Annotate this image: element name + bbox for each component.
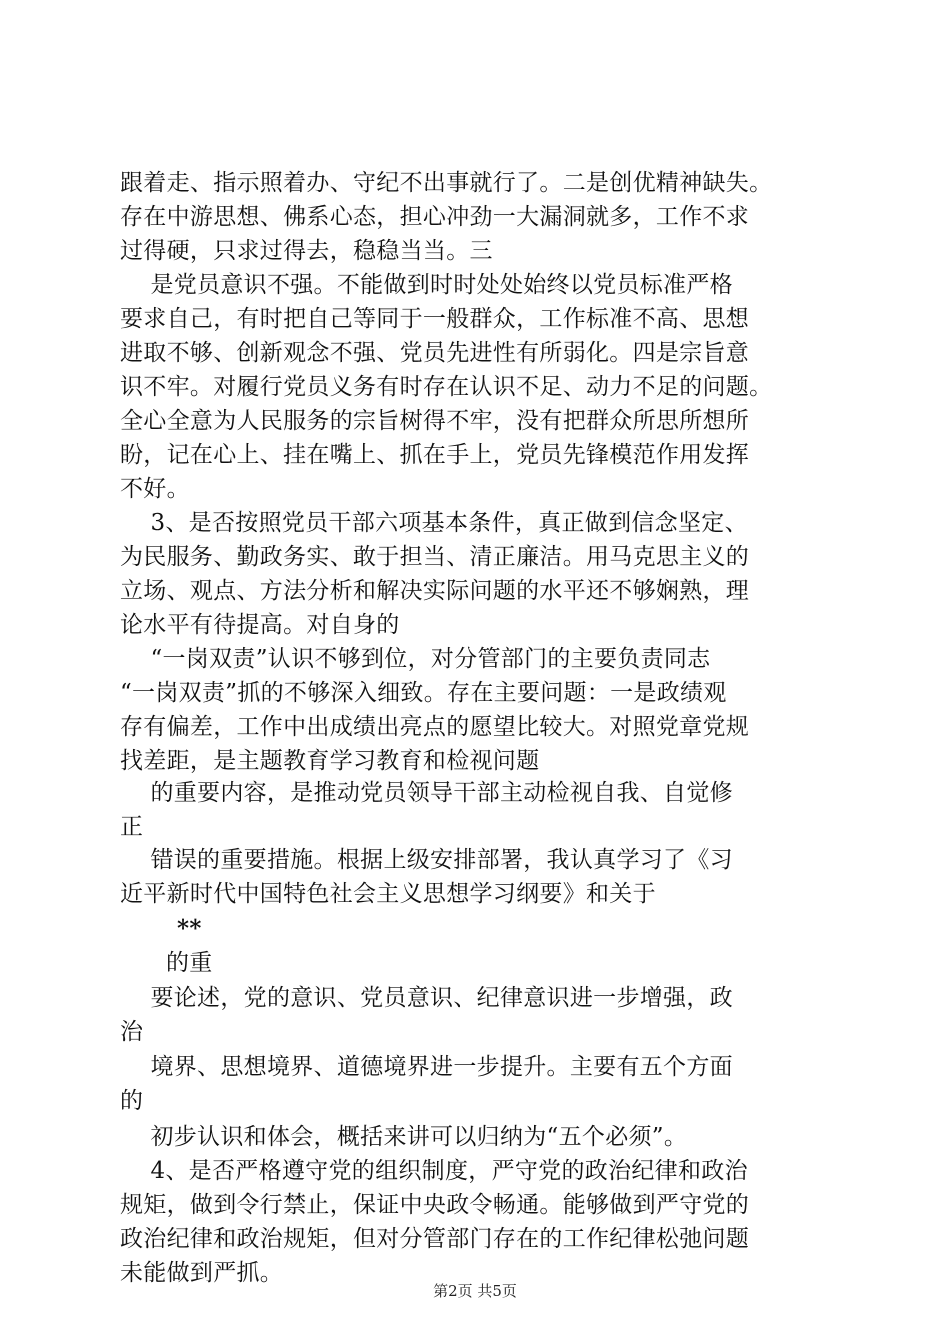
page-number-footer: 第2页 共5页: [433, 1282, 517, 1300]
paragraph-12: 4、是否严格遵守党的组织制度，严守党的政治纪律和政治 规矩，做到令行禁止，保证中央政令畅通。能够做到严守党的 政治纪律和政治规矩，但对分管部门存在的工作纪律松弛问题 未能做到严抓。: [120, 1158, 750, 1286]
paragraph-7-asterisks: **: [177, 915, 202, 942]
paragraph-6: 错误的重要措施。根据上级安排部署，我认真学习了《习 近平新时代中国特色社会主义思想学习纲要》和关于: [120, 847, 733, 907]
paragraph-2: 是党员意识不强。不能做到时时处处始终以党员标准严格 要求自己，有时把自己等同于一般群众，工作标准不高、思想 进取不够、创新观念不强、党员先进性有所弱化。四是宗旨意 识不牢。对履行党员义务有时存在认识不足、动力不足的问题。 全心全意为人民服务的宗旨树得不牢，没有把群众所思所想所 盼，记在心上、挂在嘴上、抓在手上，党员先锋模范作用发挥 不好。: [120, 272, 773, 502]
paragraph-9: 要论述，党的意识、党员意识、纪律意识进一步增强，政 治: [120, 985, 733, 1045]
paragraph-10: 境界、思想境界、道德境界进一步提升。主要有五个方面 的: [120, 1054, 733, 1114]
paragraph-1: 跟着走、指示照着办、守纪不出事就行了。二是创优精神缺失。 存在中游思想、佛系心态，担心冲劲一大漏洞就多，工作不求 过得硬，只求过得去，稳稳当当。三: [120, 170, 773, 264]
paragraph-4: “一岗双责”认识不够到位，对分管部门的主要负责同志 “一岗双责”抓的不够深入细致。存在主要问题：一是政绩观 存有偏差，工作中出成绩出亮点的愿望比较大。对照党章党规 找差距，是主题教育学习教育和检视问题: [120, 646, 750, 774]
paragraph-3: 3、是否按照党员干部六项基本条件，真正做到信念坚定、 为民服务、勤政务实、敢于担当、清正廉洁。用马克思主义的 立场、观点、方法分析和解决实际问题的水平还不够娴熟，理 论水平有待提高。对自身的: [120, 510, 750, 638]
paragraph-8: 的重: [166, 950, 213, 976]
paragraph-5: 的重要内容，是推动党员领导干部主动检视自我、自觉修 正: [120, 780, 733, 840]
paragraph-11: 初步认识和体会，概括来讲可以归纳为“五个必须”。: [120, 1124, 688, 1150]
